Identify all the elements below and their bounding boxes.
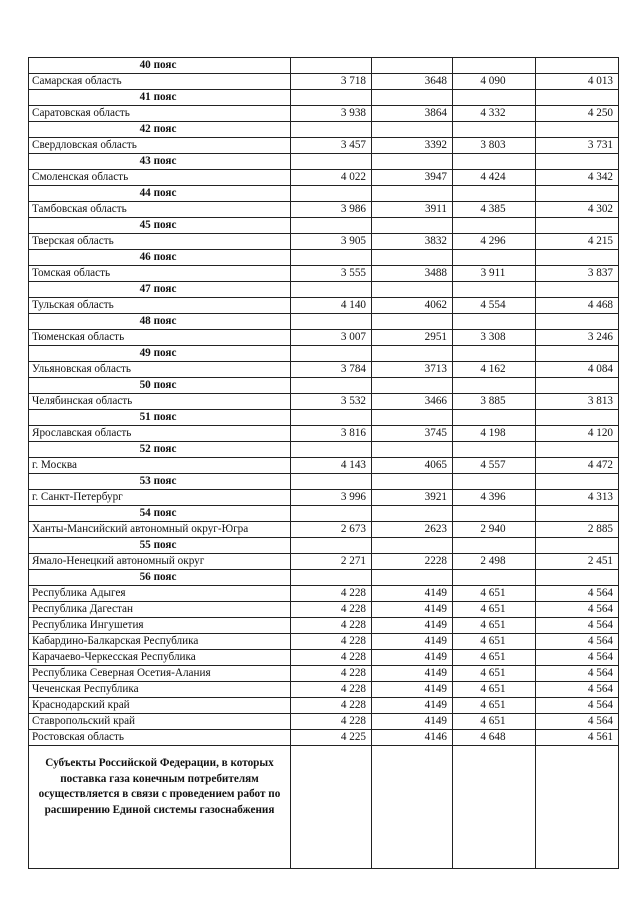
empty-cell bbox=[536, 410, 619, 426]
price-value-col-4: 4 564 bbox=[536, 666, 619, 682]
empty-cell bbox=[291, 570, 372, 586]
empty-cell bbox=[291, 474, 372, 490]
empty-cell bbox=[291, 122, 372, 138]
table-row bbox=[29, 458, 619, 474]
empty-cell bbox=[291, 538, 372, 554]
empty-cell bbox=[372, 58, 453, 74]
zone-label: 43 пояс bbox=[29, 154, 291, 170]
empty-cell bbox=[372, 314, 453, 330]
region-name: Ростовская область bbox=[29, 730, 291, 746]
price-value-col-1: 3 532 bbox=[291, 394, 372, 410]
price-value-col-3: 4 651 bbox=[453, 698, 536, 714]
zone-label: 56 пояс bbox=[29, 570, 291, 586]
price-value-col-3: 2 940 bbox=[453, 522, 536, 538]
zone-header-row bbox=[29, 122, 619, 138]
region-name: Республика Адыгея bbox=[29, 586, 291, 602]
empty-cell bbox=[372, 346, 453, 362]
price-value-col-2: 4149 bbox=[372, 586, 453, 602]
price-value-col-2: 4149 bbox=[372, 634, 453, 650]
zone-label: 55 пояс bbox=[29, 538, 291, 554]
price-value-col-3: 4 651 bbox=[453, 602, 536, 618]
price-value-col-1: 4 228 bbox=[291, 714, 372, 730]
price-value-col-4: 4 564 bbox=[536, 634, 619, 650]
table-row bbox=[29, 602, 619, 618]
price-value-col-3: 4 385 bbox=[453, 202, 536, 218]
price-value-col-3: 4 557 bbox=[453, 458, 536, 474]
price-value-col-1: 2 271 bbox=[291, 554, 372, 570]
empty-cell bbox=[536, 154, 619, 170]
price-value-col-1: 3 905 bbox=[291, 234, 372, 250]
price-value-col-4: 4 564 bbox=[536, 714, 619, 730]
empty-cell bbox=[453, 506, 536, 522]
zone-header-row bbox=[29, 186, 619, 202]
empty-cell bbox=[536, 378, 619, 394]
region-name: Кабардино-Балкарская Республика bbox=[29, 634, 291, 650]
empty-cell bbox=[291, 250, 372, 266]
zone-label: 49 пояс bbox=[29, 346, 291, 362]
price-value-col-4: 4 120 bbox=[536, 426, 619, 442]
empty-cell bbox=[453, 442, 536, 458]
table-row bbox=[29, 138, 619, 154]
empty-cell bbox=[453, 346, 536, 362]
price-value-col-3: 4 396 bbox=[453, 490, 536, 506]
footer-empty-cell bbox=[372, 746, 453, 869]
price-value-col-3: 3 885 bbox=[453, 394, 536, 410]
price-value-col-3: 4 651 bbox=[453, 586, 536, 602]
empty-cell bbox=[372, 442, 453, 458]
zone-header-row bbox=[29, 154, 619, 170]
price-value-col-4: 4 250 bbox=[536, 106, 619, 122]
empty-cell bbox=[291, 154, 372, 170]
zone-label: 52 пояс bbox=[29, 442, 291, 458]
table-row bbox=[29, 298, 619, 314]
price-value-col-3: 3 308 bbox=[453, 330, 536, 346]
table-row bbox=[29, 426, 619, 442]
table-row bbox=[29, 618, 619, 634]
region-name: Краснодарский край bbox=[29, 698, 291, 714]
empty-cell bbox=[291, 506, 372, 522]
price-value-col-3: 4 162 bbox=[453, 362, 536, 378]
zone-label: 51 пояс bbox=[29, 410, 291, 426]
price-value-col-1: 4 228 bbox=[291, 682, 372, 698]
table-row bbox=[29, 554, 619, 570]
region-name: Тамбовская область bbox=[29, 202, 291, 218]
price-value-col-2: 4149 bbox=[372, 602, 453, 618]
price-value-col-3: 4 332 bbox=[453, 106, 536, 122]
empty-cell bbox=[372, 506, 453, 522]
empty-cell bbox=[372, 474, 453, 490]
table-row bbox=[29, 650, 619, 666]
price-value-col-2: 3864 bbox=[372, 106, 453, 122]
zone-header-row bbox=[29, 538, 619, 554]
price-value-col-2: 4146 bbox=[372, 730, 453, 746]
price-value-col-1: 4 143 bbox=[291, 458, 372, 474]
price-value-col-3: 4 651 bbox=[453, 666, 536, 682]
zone-header-row bbox=[29, 218, 619, 234]
empty-cell bbox=[453, 378, 536, 394]
price-value-col-4: 4 564 bbox=[536, 586, 619, 602]
empty-cell bbox=[536, 58, 619, 74]
price-value-col-1: 2 673 bbox=[291, 522, 372, 538]
table-row bbox=[29, 234, 619, 250]
region-name: Тюменская область bbox=[29, 330, 291, 346]
price-value-col-3: 3 803 bbox=[453, 138, 536, 154]
region-name: г. Москва bbox=[29, 458, 291, 474]
empty-cell bbox=[372, 250, 453, 266]
price-value-col-2: 3466 bbox=[372, 394, 453, 410]
empty-cell bbox=[372, 90, 453, 106]
price-value-col-2: 3713 bbox=[372, 362, 453, 378]
region-name: Республика Ингушетия bbox=[29, 618, 291, 634]
empty-cell bbox=[453, 154, 536, 170]
region-name: Челябинская область bbox=[29, 394, 291, 410]
table-row bbox=[29, 634, 619, 650]
empty-cell bbox=[291, 346, 372, 362]
empty-cell bbox=[536, 186, 619, 202]
price-value-col-1: 4 228 bbox=[291, 650, 372, 666]
empty-cell bbox=[291, 378, 372, 394]
empty-cell bbox=[453, 570, 536, 586]
region-name: Ставропольский край bbox=[29, 714, 291, 730]
zone-header-row bbox=[29, 250, 619, 266]
price-value-col-2: 3745 bbox=[372, 426, 453, 442]
empty-cell bbox=[453, 186, 536, 202]
table-row bbox=[29, 586, 619, 602]
empty-cell bbox=[453, 58, 536, 74]
empty-cell bbox=[291, 58, 372, 74]
table-row bbox=[29, 394, 619, 410]
price-value-col-4: 4 084 bbox=[536, 362, 619, 378]
price-value-col-1: 3 996 bbox=[291, 490, 372, 506]
empty-cell bbox=[291, 90, 372, 106]
tariff-table-sheet bbox=[28, 57, 618, 869]
price-value-col-2: 4149 bbox=[372, 650, 453, 666]
price-value-col-1: 3 007 bbox=[291, 330, 372, 346]
table-row bbox=[29, 682, 619, 698]
price-value-col-4: 3 837 bbox=[536, 266, 619, 282]
price-value-col-3: 4 424 bbox=[453, 170, 536, 186]
footer-empty-cell bbox=[536, 746, 619, 869]
table-body bbox=[29, 58, 619, 746]
price-value-col-2: 3392 bbox=[372, 138, 453, 154]
zone-label: 41 пояс bbox=[29, 90, 291, 106]
region-name: Республика Дагестан bbox=[29, 602, 291, 618]
empty-cell bbox=[453, 410, 536, 426]
price-value-col-1: 4 228 bbox=[291, 618, 372, 634]
price-value-col-2: 3947 bbox=[372, 170, 453, 186]
price-value-col-3: 4 296 bbox=[453, 234, 536, 250]
table-row bbox=[29, 202, 619, 218]
price-value-col-2: 4065 bbox=[372, 458, 453, 474]
price-value-col-2: 4149 bbox=[372, 714, 453, 730]
empty-cell bbox=[372, 570, 453, 586]
zone-label: 40 пояс bbox=[29, 58, 291, 74]
price-value-col-1: 4 228 bbox=[291, 666, 372, 682]
empty-cell bbox=[453, 122, 536, 138]
empty-cell bbox=[453, 90, 536, 106]
table-row bbox=[29, 730, 619, 746]
price-value-col-1: 4 228 bbox=[291, 602, 372, 618]
price-value-col-4: 4 564 bbox=[536, 682, 619, 698]
zone-label: 48 пояс bbox=[29, 314, 291, 330]
price-value-col-2: 4149 bbox=[372, 666, 453, 682]
region-name: Чеченская Республика bbox=[29, 682, 291, 698]
zone-header-row bbox=[29, 442, 619, 458]
table-row bbox=[29, 666, 619, 682]
footer-empty-cell bbox=[453, 746, 536, 869]
empty-cell bbox=[372, 282, 453, 298]
price-value-col-1: 4 228 bbox=[291, 634, 372, 650]
table-row bbox=[29, 522, 619, 538]
price-value-col-2: 4149 bbox=[372, 682, 453, 698]
price-value-col-3: 4 651 bbox=[453, 714, 536, 730]
region-name: Самарская область bbox=[29, 74, 291, 90]
region-name: Саратовская область bbox=[29, 106, 291, 122]
empty-cell bbox=[291, 314, 372, 330]
price-value-col-4: 4 342 bbox=[536, 170, 619, 186]
empty-cell bbox=[372, 122, 453, 138]
table-row bbox=[29, 330, 619, 346]
price-value-col-4: 3 246 bbox=[536, 330, 619, 346]
footer-subjects-label: Субъекты Российской Федерации, в которых поставка газа конечным потребителям осуществляется в связи с проведением работ по расширению Единой системы газоснабжения bbox=[29, 746, 291, 869]
empty-cell bbox=[536, 218, 619, 234]
price-value-col-3: 4 651 bbox=[453, 634, 536, 650]
zone-header-row bbox=[29, 410, 619, 426]
empty-cell bbox=[453, 538, 536, 554]
region-name: Ямало-Ненецкий автономный округ bbox=[29, 554, 291, 570]
price-value-col-4: 4 468 bbox=[536, 298, 619, 314]
price-value-col-2: 3832 bbox=[372, 234, 453, 250]
table-row bbox=[29, 362, 619, 378]
empty-cell bbox=[536, 314, 619, 330]
region-name: Смоленская область bbox=[29, 170, 291, 186]
region-name: Карачаево-Черкесская Республика bbox=[29, 650, 291, 666]
price-value-col-2: 3488 bbox=[372, 266, 453, 282]
price-value-col-3: 4 651 bbox=[453, 650, 536, 666]
region-name: г. Санкт-Петербург bbox=[29, 490, 291, 506]
empty-cell bbox=[453, 282, 536, 298]
zone-label: 46 пояс bbox=[29, 250, 291, 266]
empty-cell bbox=[453, 218, 536, 234]
zone-header-row bbox=[29, 90, 619, 106]
zone-label: 45 пояс bbox=[29, 218, 291, 234]
price-value-col-3: 4 648 bbox=[453, 730, 536, 746]
empty-cell bbox=[291, 186, 372, 202]
price-value-col-4: 4 215 bbox=[536, 234, 619, 250]
zone-label: 44 пояс bbox=[29, 186, 291, 202]
price-value-col-2: 3648 bbox=[372, 74, 453, 90]
footer-row bbox=[29, 746, 619, 869]
table-row bbox=[29, 698, 619, 714]
empty-cell bbox=[536, 346, 619, 362]
empty-cell bbox=[536, 122, 619, 138]
empty-cell bbox=[372, 538, 453, 554]
gas-price-table bbox=[28, 57, 619, 869]
price-value-col-1: 3 986 bbox=[291, 202, 372, 218]
price-value-col-3: 4 198 bbox=[453, 426, 536, 442]
price-value-col-3: 4 651 bbox=[453, 618, 536, 634]
region-name: Ульяновская область bbox=[29, 362, 291, 378]
price-value-col-4: 4 564 bbox=[536, 698, 619, 714]
zone-label: 50 пояс bbox=[29, 378, 291, 394]
empty-cell bbox=[536, 570, 619, 586]
region-name: Томская область bbox=[29, 266, 291, 282]
empty-cell bbox=[291, 282, 372, 298]
price-value-col-1: 4 225 bbox=[291, 730, 372, 746]
footer-empty-cell bbox=[291, 746, 372, 869]
table-row bbox=[29, 106, 619, 122]
zone-header-row bbox=[29, 58, 619, 74]
table-row bbox=[29, 714, 619, 730]
region-name: Тверская область bbox=[29, 234, 291, 250]
price-value-col-2: 2623 bbox=[372, 522, 453, 538]
region-name: Ханты-Мансийский автономный округ-Югра bbox=[29, 522, 291, 538]
empty-cell bbox=[291, 442, 372, 458]
price-value-col-3: 4 651 bbox=[453, 682, 536, 698]
empty-cell bbox=[536, 250, 619, 266]
empty-cell bbox=[372, 154, 453, 170]
empty-cell bbox=[372, 218, 453, 234]
price-value-col-1: 3 816 bbox=[291, 426, 372, 442]
price-value-col-2: 3911 bbox=[372, 202, 453, 218]
empty-cell bbox=[536, 506, 619, 522]
table-row bbox=[29, 170, 619, 186]
price-value-col-1: 3 555 bbox=[291, 266, 372, 282]
price-value-col-4: 2 451 bbox=[536, 554, 619, 570]
zone-label: 54 пояс bbox=[29, 506, 291, 522]
empty-cell bbox=[536, 538, 619, 554]
price-value-col-2: 4149 bbox=[372, 698, 453, 714]
price-value-col-2: 4062 bbox=[372, 298, 453, 314]
region-name: Тульская область bbox=[29, 298, 291, 314]
price-value-col-1: 4 022 bbox=[291, 170, 372, 186]
price-value-col-2: 2228 bbox=[372, 554, 453, 570]
empty-cell bbox=[453, 250, 536, 266]
empty-cell bbox=[291, 218, 372, 234]
region-name: Республика Северная Осетия-Алания bbox=[29, 666, 291, 682]
price-value-col-4: 4 564 bbox=[536, 650, 619, 666]
region-name: Свердловская область bbox=[29, 138, 291, 154]
zone-header-row bbox=[29, 282, 619, 298]
empty-cell bbox=[291, 410, 372, 426]
price-value-col-4: 4 561 bbox=[536, 730, 619, 746]
price-value-col-4: 2 885 bbox=[536, 522, 619, 538]
empty-cell bbox=[453, 314, 536, 330]
zone-label: 42 пояс bbox=[29, 122, 291, 138]
zone-label: 47 пояс bbox=[29, 282, 291, 298]
table-row bbox=[29, 266, 619, 282]
price-value-col-1: 4 228 bbox=[291, 698, 372, 714]
price-value-col-2: 2951 bbox=[372, 330, 453, 346]
price-value-col-2: 4149 bbox=[372, 618, 453, 634]
empty-cell bbox=[453, 474, 536, 490]
empty-cell bbox=[372, 186, 453, 202]
price-value-col-3: 2 498 bbox=[453, 554, 536, 570]
price-value-col-4: 3 813 bbox=[536, 394, 619, 410]
price-value-col-4: 4 013 bbox=[536, 74, 619, 90]
price-value-col-1: 4 228 bbox=[291, 586, 372, 602]
price-value-col-3: 4 554 bbox=[453, 298, 536, 314]
zone-label: 53 пояс bbox=[29, 474, 291, 490]
zone-header-row bbox=[29, 474, 619, 490]
price-value-col-2: 3921 bbox=[372, 490, 453, 506]
empty-cell bbox=[536, 442, 619, 458]
price-value-col-1: 3 718 bbox=[291, 74, 372, 90]
price-value-col-1: 3 784 bbox=[291, 362, 372, 378]
price-value-col-4: 4 472 bbox=[536, 458, 619, 474]
empty-cell bbox=[372, 410, 453, 426]
empty-cell bbox=[536, 90, 619, 106]
table-row bbox=[29, 490, 619, 506]
zone-header-row bbox=[29, 378, 619, 394]
price-value-col-3: 3 911 bbox=[453, 266, 536, 282]
price-value-col-4: 4 564 bbox=[536, 602, 619, 618]
price-value-col-1: 3 938 bbox=[291, 106, 372, 122]
price-value-col-3: 4 090 bbox=[453, 74, 536, 90]
price-value-col-4: 4 302 bbox=[536, 202, 619, 218]
zone-header-row bbox=[29, 570, 619, 586]
region-name: Ярославская область bbox=[29, 426, 291, 442]
zone-header-row bbox=[29, 506, 619, 522]
empty-cell bbox=[536, 282, 619, 298]
zone-header-row bbox=[29, 314, 619, 330]
price-value-col-4: 4 313 bbox=[536, 490, 619, 506]
table-row bbox=[29, 74, 619, 90]
empty-cell bbox=[372, 378, 453, 394]
empty-cell bbox=[536, 474, 619, 490]
price-value-col-1: 3 457 bbox=[291, 138, 372, 154]
price-value-col-1: 4 140 bbox=[291, 298, 372, 314]
zone-header-row bbox=[29, 346, 619, 362]
price-value-col-4: 4 564 bbox=[536, 618, 619, 634]
price-value-col-4: 3 731 bbox=[536, 138, 619, 154]
